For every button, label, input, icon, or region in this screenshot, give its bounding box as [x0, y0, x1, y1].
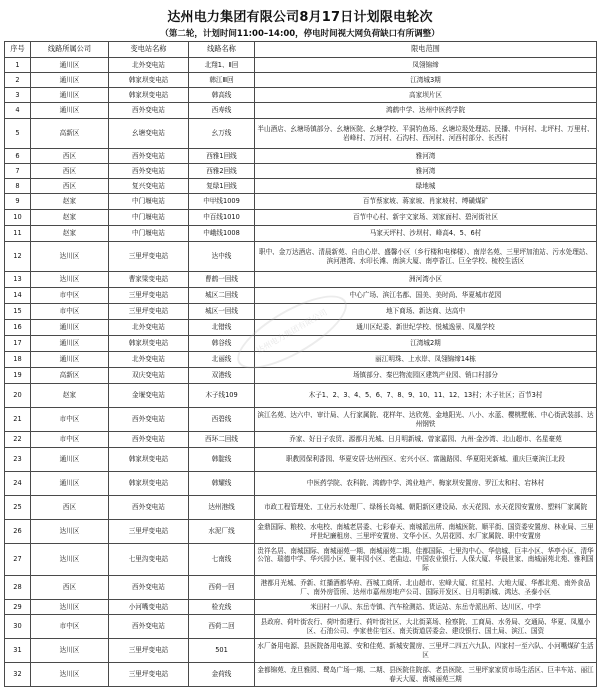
cell-area: 职教园保利香园、华夏安居·达州西区、宏兴小区、富融路园、华夏阳光新城、重庆巨豪滨江北段 [255, 448, 597, 472]
cell-station: 三里坪变电站 [109, 288, 189, 304]
cell-station: 七里沟变电站 [109, 544, 189, 576]
cell-station: 西外变电站 [109, 149, 189, 164]
table-row [5, 472, 597, 496]
cell-line: 西雅1回线 [189, 149, 255, 164]
cell-company: 通川区 [31, 472, 109, 496]
header-company: 线路所属公司 [31, 42, 109, 58]
cell-line: 达州港线 [189, 496, 255, 520]
header-no: 序号 [5, 42, 31, 58]
cell-area: 江湾城2期 [255, 336, 597, 352]
cell-area: 洲河湾小区 [255, 272, 597, 288]
cell-no: 14 [5, 288, 31, 304]
cell-line: 北错线 [189, 320, 255, 336]
cell-line: 城区一回线 [189, 304, 255, 320]
cell-company: 赵家 [31, 194, 109, 210]
cell-company: 市中区 [31, 408, 109, 432]
cell-area: 中心广场、滨江名都、国美、美时尚、华夏城市花园 [255, 288, 597, 304]
cell-area: 地下商场、新达商、达高中 [255, 304, 597, 320]
cell-station: 韩家坝变电站 [109, 448, 189, 472]
table-row [5, 520, 597, 544]
cell-line: 检充线 [189, 600, 255, 615]
cell-line: 幺万线 [189, 119, 255, 149]
cell-line: 501 [189, 639, 255, 663]
table-row [5, 639, 597, 663]
cell-company: 市中区 [31, 304, 109, 320]
cell-station: 西外变电站 [109, 496, 189, 520]
cell-area: 丽江明珠、上水岸、凤翎锦缔14栋 [255, 352, 597, 368]
cell-station: 三里坪变电站 [109, 663, 189, 687]
cell-no: 21 [5, 408, 31, 432]
cell-station: 三里坪变电站 [109, 520, 189, 544]
cell-no: 5 [5, 119, 31, 149]
cell-area: 米田村一八队、东岳寺镇、汽车检测站、货运站、东岳寺派出所、达川区、中学 [255, 600, 597, 615]
table-row [5, 615, 597, 639]
cell-line: 韩耀线 [189, 472, 255, 496]
cell-no: 12 [5, 242, 31, 272]
table-row [5, 272, 597, 288]
cell-company: 西区 [31, 496, 109, 520]
cell-line: 中甲线1009 [189, 194, 255, 210]
cell-no: 29 [5, 600, 31, 615]
cell-line: 中峨线1008 [189, 226, 255, 242]
cell-no: 7 [5, 164, 31, 179]
cell-company: 通川区 [31, 336, 109, 352]
cell-no: 20 [5, 384, 31, 408]
cell-company: 通川区 [31, 88, 109, 103]
table-row [5, 73, 597, 88]
cell-no: 19 [5, 368, 31, 384]
table-row [5, 194, 597, 210]
cell-area: 雅河湾 [255, 164, 597, 179]
cell-no: 13 [5, 272, 31, 288]
cell-line: 曹鹤一回线 [189, 272, 255, 288]
cell-line: 达中线 [189, 242, 255, 272]
power-limit-table [4, 41, 597, 687]
cell-area: 水厂备用电源、县医院备用电源、安和佳苑、新城安置房、三里坪二四五六九队、四家村一至六队、小河嘴煤矿生活区 [255, 639, 597, 663]
cell-no: 1 [5, 58, 31, 73]
cell-company: 通川区 [31, 73, 109, 88]
cell-area: 百节中心村、新宇文家场、刘家面村、碧河街社区 [255, 210, 597, 226]
cell-no: 9 [5, 194, 31, 210]
cell-company: 西区 [31, 164, 109, 179]
cell-line: 韩高线 [189, 88, 255, 103]
cell-line: 七南线 [189, 544, 255, 576]
table-row [5, 352, 597, 368]
cell-no: 18 [5, 352, 31, 368]
cell-line: 西荷一回 [189, 576, 255, 600]
cell-company: 通川区 [31, 448, 109, 472]
cell-station: 西外变电站 [109, 576, 189, 600]
cell-station: 西外变电站 [109, 432, 189, 448]
cell-area: 市政工程管理处、工业污水处理厂、绿杨长岛城、朝阳新区建设局、水天花园、水天花园安置房、塑料厂家属院 [255, 496, 597, 520]
cell-no: 25 [5, 496, 31, 520]
cell-company: 通川区 [31, 352, 109, 368]
header-area: 限电范围 [255, 42, 597, 58]
cell-station: 三里坪变电站 [109, 639, 189, 663]
table-row [5, 600, 597, 615]
cell-station: 北外变电站 [109, 352, 189, 368]
cell-station: 中门堰电站 [109, 210, 189, 226]
cell-line: 西环二回线 [189, 432, 255, 448]
cell-no: 24 [5, 472, 31, 496]
cell-no: 17 [5, 336, 31, 352]
cell-area: 县政府、荷叶街农行、荷叶街建行、荷叶街社区、大北街菜场、检察院、工商局、水务局、交通局、华夏、凤凰小区、石油公司、李家巷住宅区、南关街道居委会、建设银行、国土局、滨江、国资 [255, 615, 597, 639]
cell-area: 凤翎锦缔 [255, 58, 597, 73]
cell-line: 金荷线 [189, 663, 255, 687]
header-line: 线路名称 [189, 42, 255, 58]
cell-station: 北外变电站 [109, 58, 189, 73]
cell-line: 城区二回线 [189, 288, 255, 304]
cell-line: 韩江Ⅲ回 [189, 73, 255, 88]
cell-company: 达川区 [31, 639, 109, 663]
cell-no: 8 [5, 179, 31, 194]
cell-station: 三里坪变电站 [109, 304, 189, 320]
table-row [5, 103, 597, 119]
cell-no: 32 [5, 663, 31, 687]
cell-station: 韩家坝变电站 [109, 73, 189, 88]
cell-area: 职中、金万达酒店、清晨新苑、自由心岸、盛馨小区（乡行楼和电梯楼）、南岸名苑、三里坪加油站、污水处理站、滨河港湾、水印长滩、南滨大厦、南亭香江、巨全学校、梳校生活区 [255, 242, 597, 272]
table-row [5, 179, 597, 194]
cell-area: 木子1、2、3、4、5、6、7、8、9、10、11、12、13村；木子社区；百节3村 [255, 384, 597, 408]
table-row [5, 448, 597, 472]
cell-station: 北外变电站 [109, 320, 189, 336]
cell-area: 中医药学院、农科院、鸿鹤中学、鸿业地产、梅家坝安置房、罗江太和村、宕林村 [255, 472, 597, 496]
cell-line: 中百线1010 [189, 210, 255, 226]
document-subtitle: （第二轮，计划时间11:00–14:00，停电时间视大网负荷缺口有所调整） [160, 29, 440, 39]
cell-line: 西寿线 [189, 103, 255, 119]
cell-area: 马家天坪村、沙坝村、峰高4、5、6村 [255, 226, 597, 242]
table-row [5, 576, 597, 600]
table-row [5, 226, 597, 242]
cell-company: 达川区 [31, 544, 109, 576]
table-row [5, 88, 597, 103]
cell-area: 百节蔡家坡、蒋家坡、肖家坡村、缚磺煤矿 [255, 194, 597, 210]
document-title: 达州电力集团有限公司8月17日计划限电轮次 [167, 10, 433, 25]
cell-company: 市中区 [31, 432, 109, 448]
cell-station: 三里坪变电站 [109, 242, 189, 272]
table-row [5, 408, 597, 432]
cell-area: 金都锦苑、龙旦雅园、鹭岛广场一期、二期、县医院住院部、老县医院、三里坪家家贸市场生活区、巨丰车站、丽江春天大厦、南城丽苑三期 [255, 663, 597, 687]
cell-line: 木子线109 [189, 384, 255, 408]
cell-no: 3 [5, 88, 31, 103]
cell-no: 6 [5, 149, 31, 164]
cell-station: 中门堰电站 [109, 194, 189, 210]
cell-station: 韩家坝变电站 [109, 88, 189, 103]
cell-line: 双港线 [189, 368, 255, 384]
cell-line: 西碧线 [189, 408, 255, 432]
cell-no: 16 [5, 320, 31, 336]
cell-station: 复兴变电站 [109, 179, 189, 194]
cell-station: 幺塘变电站 [109, 119, 189, 149]
cell-area: 场镇部分、秦巴物流园区建筑产业园、销口村部分 [255, 368, 597, 384]
cell-station: 西外变电站 [109, 615, 189, 639]
cell-company: 高新区 [31, 119, 109, 149]
cell-no: 27 [5, 544, 31, 576]
cell-station: 韩家坝变电站 [109, 472, 189, 496]
cell-line: 韩谷线 [189, 336, 255, 352]
cell-station: 曹家梁变电站 [109, 272, 189, 288]
table-header-row [5, 42, 597, 58]
cell-station: 西外变电站 [109, 408, 189, 432]
cell-area: 乔家、好日子农贸、源都月光城、日月明新城、曾家嘉园、九州·金沙湾、北山超市、名星豪苑 [255, 432, 597, 448]
table-row [5, 149, 597, 164]
cell-area: 绿地城 [255, 179, 597, 194]
cell-line: 水泥厂线 [189, 520, 255, 544]
cell-company: 赵家 [31, 384, 109, 408]
cell-company: 市中区 [31, 615, 109, 639]
table-row [5, 496, 597, 520]
table-row [5, 368, 597, 384]
table-row [5, 432, 597, 448]
table-body [5, 58, 597, 687]
cell-company: 西区 [31, 149, 109, 164]
table-row [5, 544, 597, 576]
cell-line: 复绿1回线 [189, 179, 255, 194]
cell-area: 港都月光城、乔新、红播酒都华府、西城工商所、北山超市、宏峰大厦、红星村、大地大厦、华都北苑、南外食品厂、南外房管所、达州市嘉州房地产公司、国际开发区、日月明新城、鸿达、圣泰小区 [255, 576, 597, 600]
cell-company: 通川区 [31, 103, 109, 119]
cell-company: 达川区 [31, 520, 109, 544]
cell-company: 高新区 [31, 368, 109, 384]
cell-station: 西外变电站 [109, 103, 189, 119]
cell-station: 韩家坝变电站 [109, 336, 189, 352]
cell-no: 15 [5, 304, 31, 320]
cell-area: 江湾城3期 [255, 73, 597, 88]
table-row [5, 384, 597, 408]
cell-company: 西区 [31, 576, 109, 600]
cell-line: 韩靛线 [189, 448, 255, 472]
cell-company: 西区 [31, 179, 109, 194]
cell-no: 23 [5, 448, 31, 472]
table-row [5, 210, 597, 226]
cell-station: 金堰变电站 [109, 384, 189, 408]
cell-no: 22 [5, 432, 31, 448]
cell-company: 赵家 [31, 210, 109, 226]
table-row [5, 288, 597, 304]
cell-no: 31 [5, 639, 31, 663]
cell-no: 26 [5, 520, 31, 544]
cell-company: 赵家 [31, 226, 109, 242]
cell-station: 双庆变电站 [109, 368, 189, 384]
cell-no: 10 [5, 210, 31, 226]
cell-company: 通川区 [31, 320, 109, 336]
table-row [5, 164, 597, 179]
cell-area: 金鼎国际、粮校、水电校、南城老居委、七彩春天、南城派出所、南城医院、顺平街、国资委安置房、林业局、三里坪世纪廉租房、三里坪安置房、文华小区、久居花园、水厂家属院、职中安置房 [255, 520, 597, 544]
cell-no: 4 [5, 103, 31, 119]
table-row [5, 119, 597, 149]
cell-area: 半山酒店、幺塘场镇部分、幺塘医院、幺塘学校、平洞钓鱼场、幺塘垃圾处理站、民播、中河村、北坪村、万里村、岩峰村、万河村、石沟村、西河村、河西村部分、长西村 [255, 119, 597, 149]
watermark-seal: 达州电力集团有限公司 [227, 282, 356, 382]
cell-no: 11 [5, 226, 31, 242]
cell-company: 达川区 [31, 272, 109, 288]
cell-company: 达川区 [31, 600, 109, 615]
cell-area: 雅河湾 [255, 149, 597, 164]
header-station: 变电站名称 [109, 42, 189, 58]
cell-line: 北丽线 [189, 352, 255, 368]
cell-no: 30 [5, 615, 31, 639]
cell-area: 滨江名苑、达六中、审计局、人行家属院、花样年、达欣苑、金地阳光、八小、水蓝、樱桃墅帐、中心街武装部、达州钢铁 [255, 408, 597, 432]
table-row [5, 58, 597, 73]
cell-line: 西雅2回线 [189, 164, 255, 179]
cell-station: 中门堰电站 [109, 226, 189, 242]
cell-area: 贵祥名居、南城国际、南城丽苑一期、南城丽苑二期、佳都国际、七里沟中心、华信城、巨丰小区、华亭小区、清华公馆、瑞德中学、华兴园小区、聚丰园小区、老曲边、中国农业银行、人保大厦、华晨世家、南城丽苑北苑、雅利国际 [255, 544, 597, 576]
cell-company: 达川区 [31, 663, 109, 687]
cell-no: 2 [5, 73, 31, 88]
cell-area: 通川区纪委、新世纪学校、悦城逸景、凤凰学校 [255, 320, 597, 336]
table-row [5, 663, 597, 687]
cell-company: 市中区 [31, 288, 109, 304]
cell-company: 通川区 [31, 58, 109, 73]
table-row [5, 242, 597, 272]
cell-no: 28 [5, 576, 31, 600]
cell-line: 北翔1、Ⅱ回 [189, 58, 255, 73]
cell-area: 高家坝片区 [255, 88, 597, 103]
cell-station: 西外变电站 [109, 164, 189, 179]
cell-company: 达川区 [31, 242, 109, 272]
cell-line: 西荷二回 [189, 615, 255, 639]
cell-station: 小河嘴变电站 [109, 600, 189, 615]
cell-area: 鸿鹤中学、达州中医药学院 [255, 103, 597, 119]
